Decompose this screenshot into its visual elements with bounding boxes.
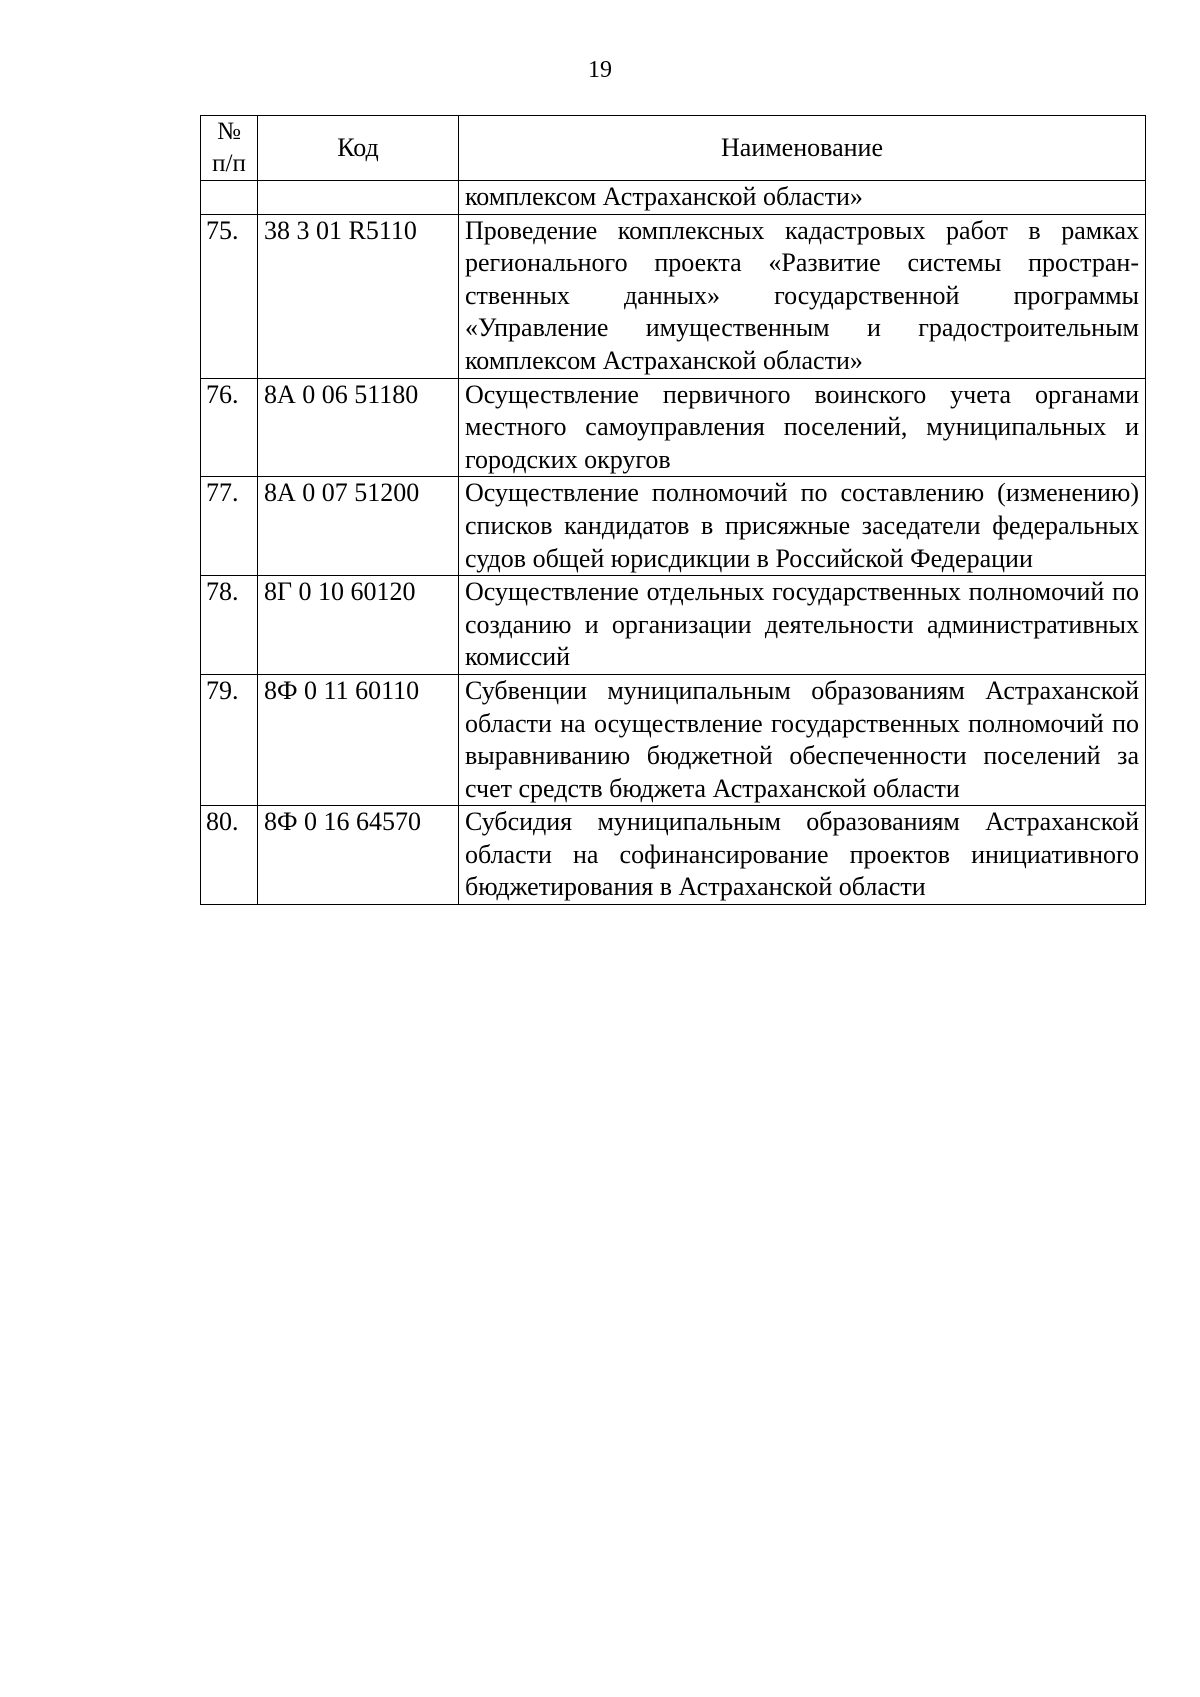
- header-num-line1: №: [217, 118, 241, 145]
- row-code: 8Ф 0 16 64570: [258, 806, 459, 905]
- table-row: [201, 214, 1146, 378]
- row-name: Осуществление отдельных государственных полномочий по созданию и организации деятельности административных комиссий: [459, 576, 1146, 675]
- row-code: 8А 0 06 51180: [258, 378, 459, 477]
- header-num: [201, 116, 258, 181]
- table-row: [201, 378, 1146, 477]
- row-name: Осуществление первичного воинского учета органами местного самоуправления поселений, муниципальных и городских округов: [459, 378, 1146, 477]
- row-num: 76.: [201, 378, 258, 477]
- row-name: Субвенции муниципальным образованиям Астраханской области на осуществление государственных полномочий по выравниванию бюджетной обеспеченности поселений за счет средств бюджета Астраханской области: [459, 674, 1146, 805]
- header-num-line2: п/п: [212, 150, 246, 177]
- table-row: [201, 806, 1146, 905]
- table-header-row: [201, 116, 1146, 181]
- row-num: 77.: [201, 477, 258, 576]
- table-body: [201, 181, 1146, 905]
- table-row: [201, 674, 1146, 805]
- table-row: [201, 477, 1146, 576]
- table-header: [201, 116, 1146, 181]
- row-num: 78.: [201, 576, 258, 675]
- row-code: 8Г 0 10 60120: [258, 576, 459, 675]
- row-num: 79.: [201, 674, 258, 805]
- table-row: [201, 181, 1146, 215]
- row-code: 8А 0 07 51200: [258, 477, 459, 576]
- row-code: [258, 181, 459, 215]
- row-name: комплексом Астраханской области»: [459, 181, 1146, 215]
- page-number: 19: [588, 57, 612, 83]
- header-code: Код: [258, 116, 459, 181]
- row-code: 38 3 01 R5110: [258, 214, 459, 378]
- row-name: Осуществление полномочий по составлению (изменению) списков кандидатов в присяжные заседатели федеральных судов общей юрисдикции в Российской Федерации: [459, 477, 1146, 576]
- header-name: Наименование: [459, 116, 1146, 181]
- row-name: Субсидия муниципальным образованиям Астраханской области на софинансирование проектов инициативного бюджетирования в Астраханской области: [459, 806, 1146, 905]
- table-row: [201, 576, 1146, 675]
- budget-classification-table: [200, 115, 1146, 905]
- row-name: Проведение комплексных кадастровых работ в рамках регионального проекта «Развитие системы пространственных данных» государственной программы «Управление имущественным и градостроительным комплексом Астраханской области»: [459, 214, 1146, 378]
- row-num: 75.: [201, 214, 258, 378]
- row-code: 8Ф 0 11 60110: [258, 674, 459, 805]
- row-num: [201, 181, 258, 215]
- row-num: 80.: [201, 806, 258, 905]
